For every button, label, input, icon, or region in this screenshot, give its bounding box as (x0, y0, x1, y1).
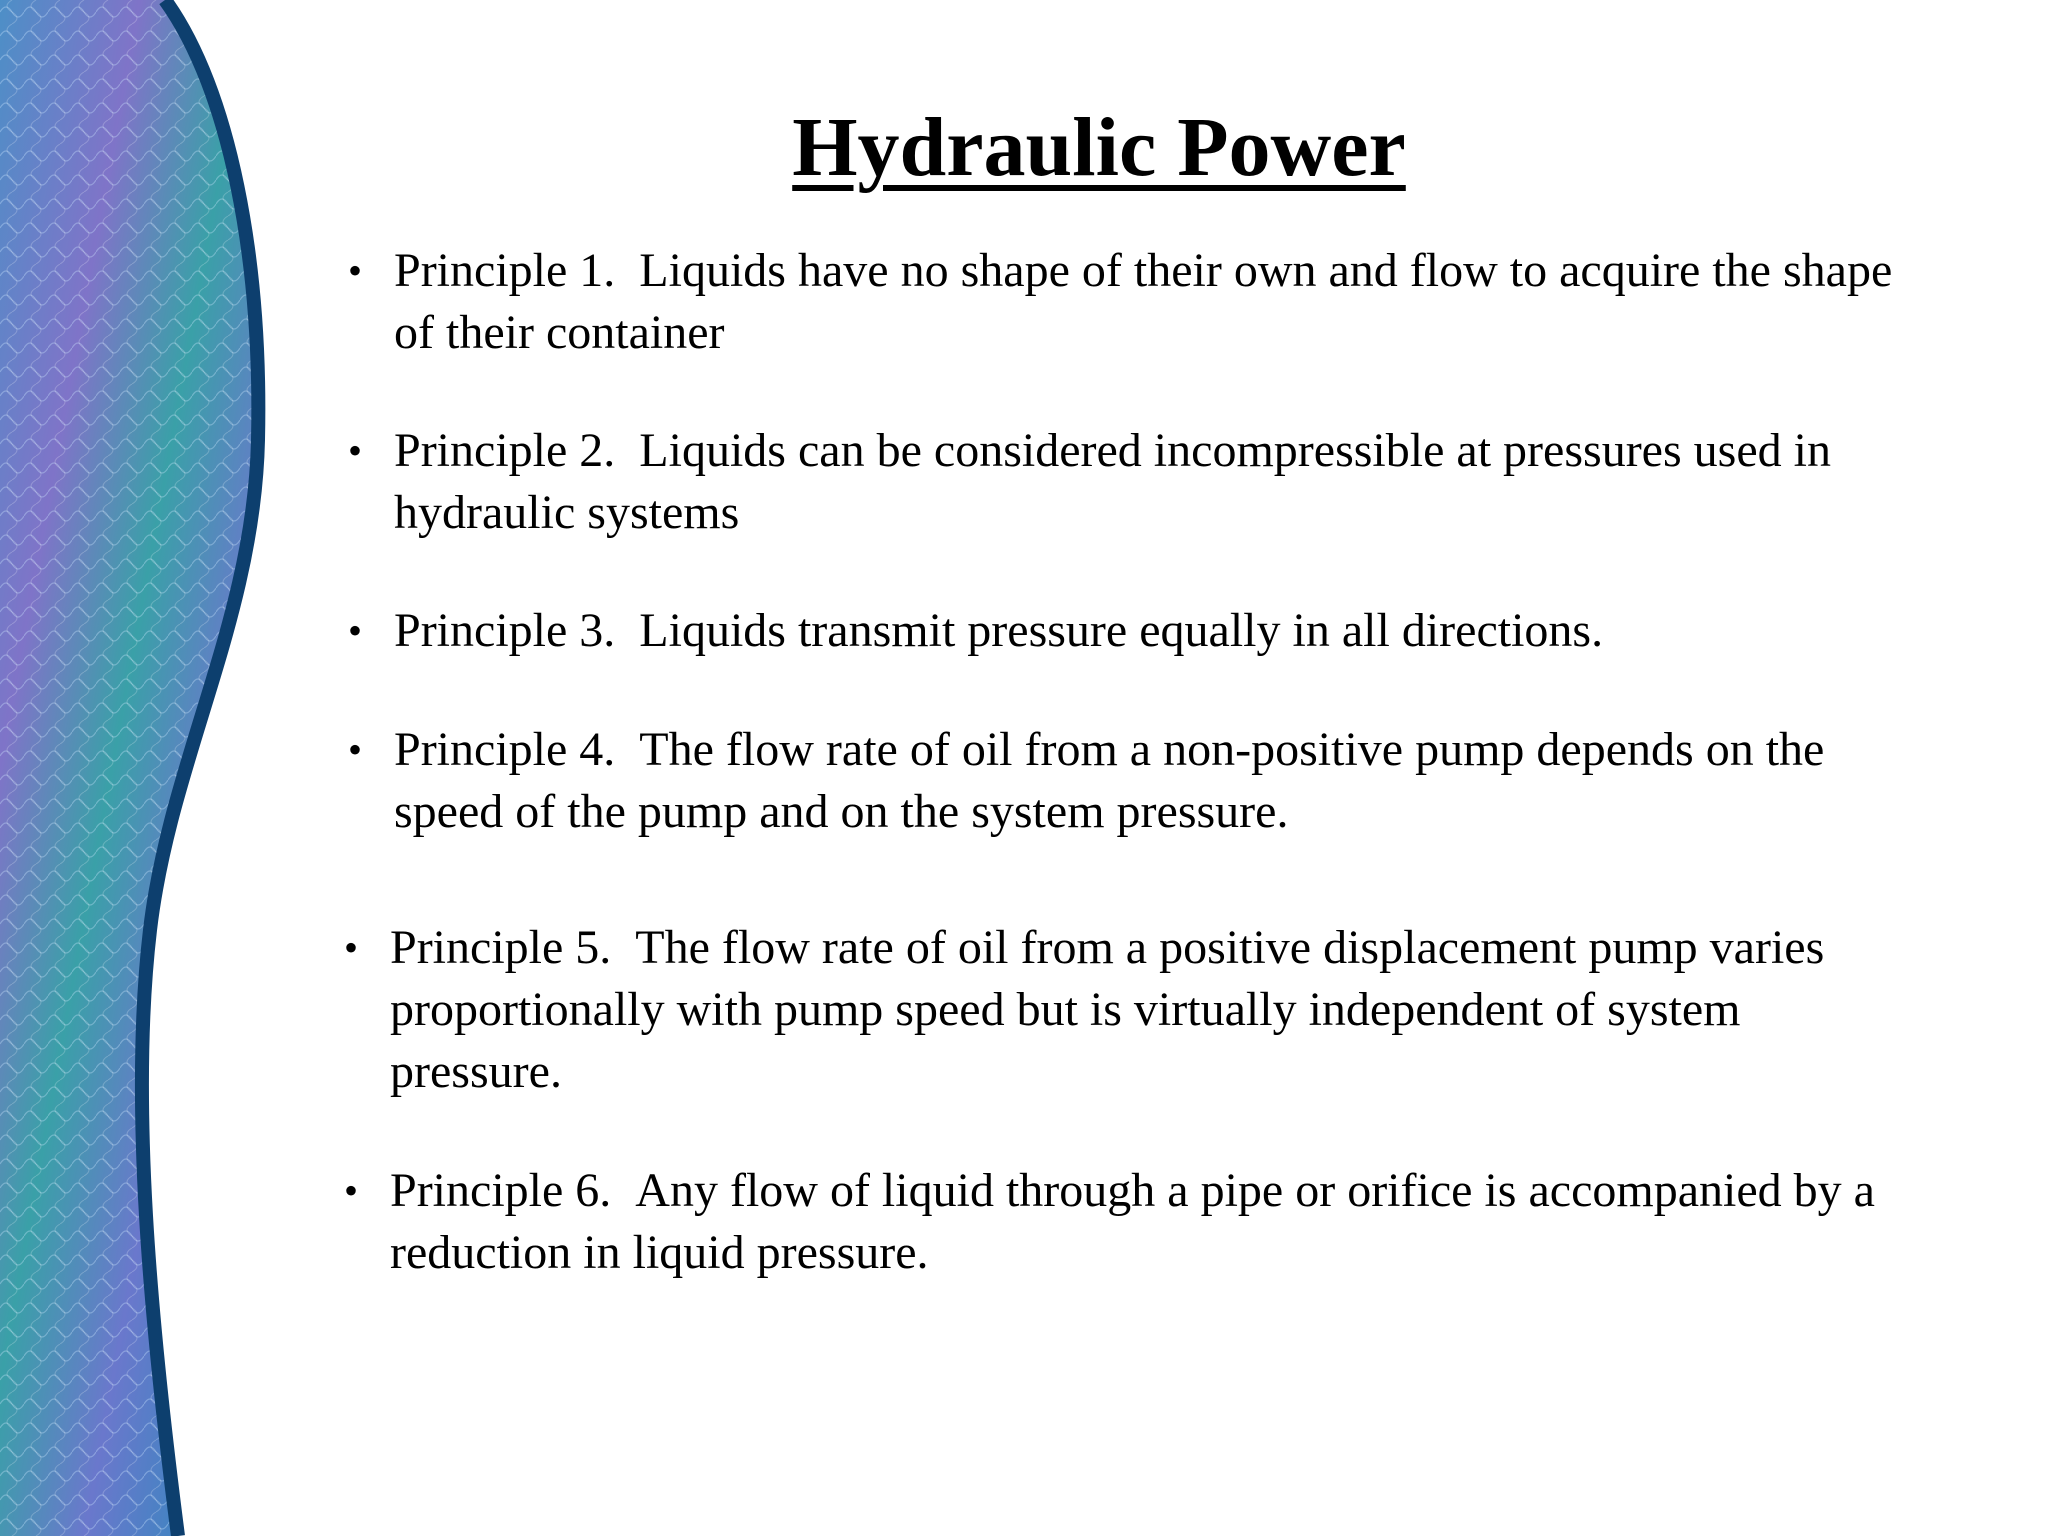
bullet-icon: • (348, 428, 363, 473)
principle-label: Principle 2. (394, 424, 616, 477)
principle-text: Liquids transmit pressure equally in all directions. (639, 604, 1604, 657)
principle-text: Liquids can be considered incompressible at pressures used in hydraulic systems (394, 424, 1831, 539)
principle-text: Liquids have no shape of their own and flow to acquire the shape of their container (394, 244, 1893, 359)
bullet-icon: • (348, 248, 363, 293)
list-item (340, 600, 1603, 662)
bullet-icon: • (344, 925, 359, 970)
principle-label: Principle 1. (394, 244, 616, 297)
list-item (340, 240, 1900, 364)
principle-label: Principle 6. (390, 1164, 612, 1217)
list-item (340, 420, 1900, 544)
principle-label: Principle 3. (394, 604, 616, 657)
list-item (340, 719, 1900, 843)
slide-title: Hydraulic Power (792, 101, 1406, 194)
bullet-icon: • (348, 608, 363, 653)
principle-text: The flow rate of oil from a non-positive pump depends on the speed of the pump and on the system pressure. (394, 723, 1825, 838)
bullet-icon: • (344, 1168, 359, 1213)
principle-text: The flow rate of oil from a positive displacement pump varies proportionally with pump speed but is virtually independent of system pressure. (390, 921, 1825, 1098)
bullet-icon: • (348, 727, 363, 772)
list-item (336, 917, 1900, 1103)
principle-label: Principle 5. (390, 921, 612, 974)
decorative-side-panel (0, 0, 280, 1536)
principle-label: Principle 4. (394, 723, 616, 776)
principle-text: Any flow of liquid through a pipe or orifice is accompanied by a reduction in liquid pressure. (390, 1164, 1875, 1279)
list-item (336, 1160, 1900, 1284)
